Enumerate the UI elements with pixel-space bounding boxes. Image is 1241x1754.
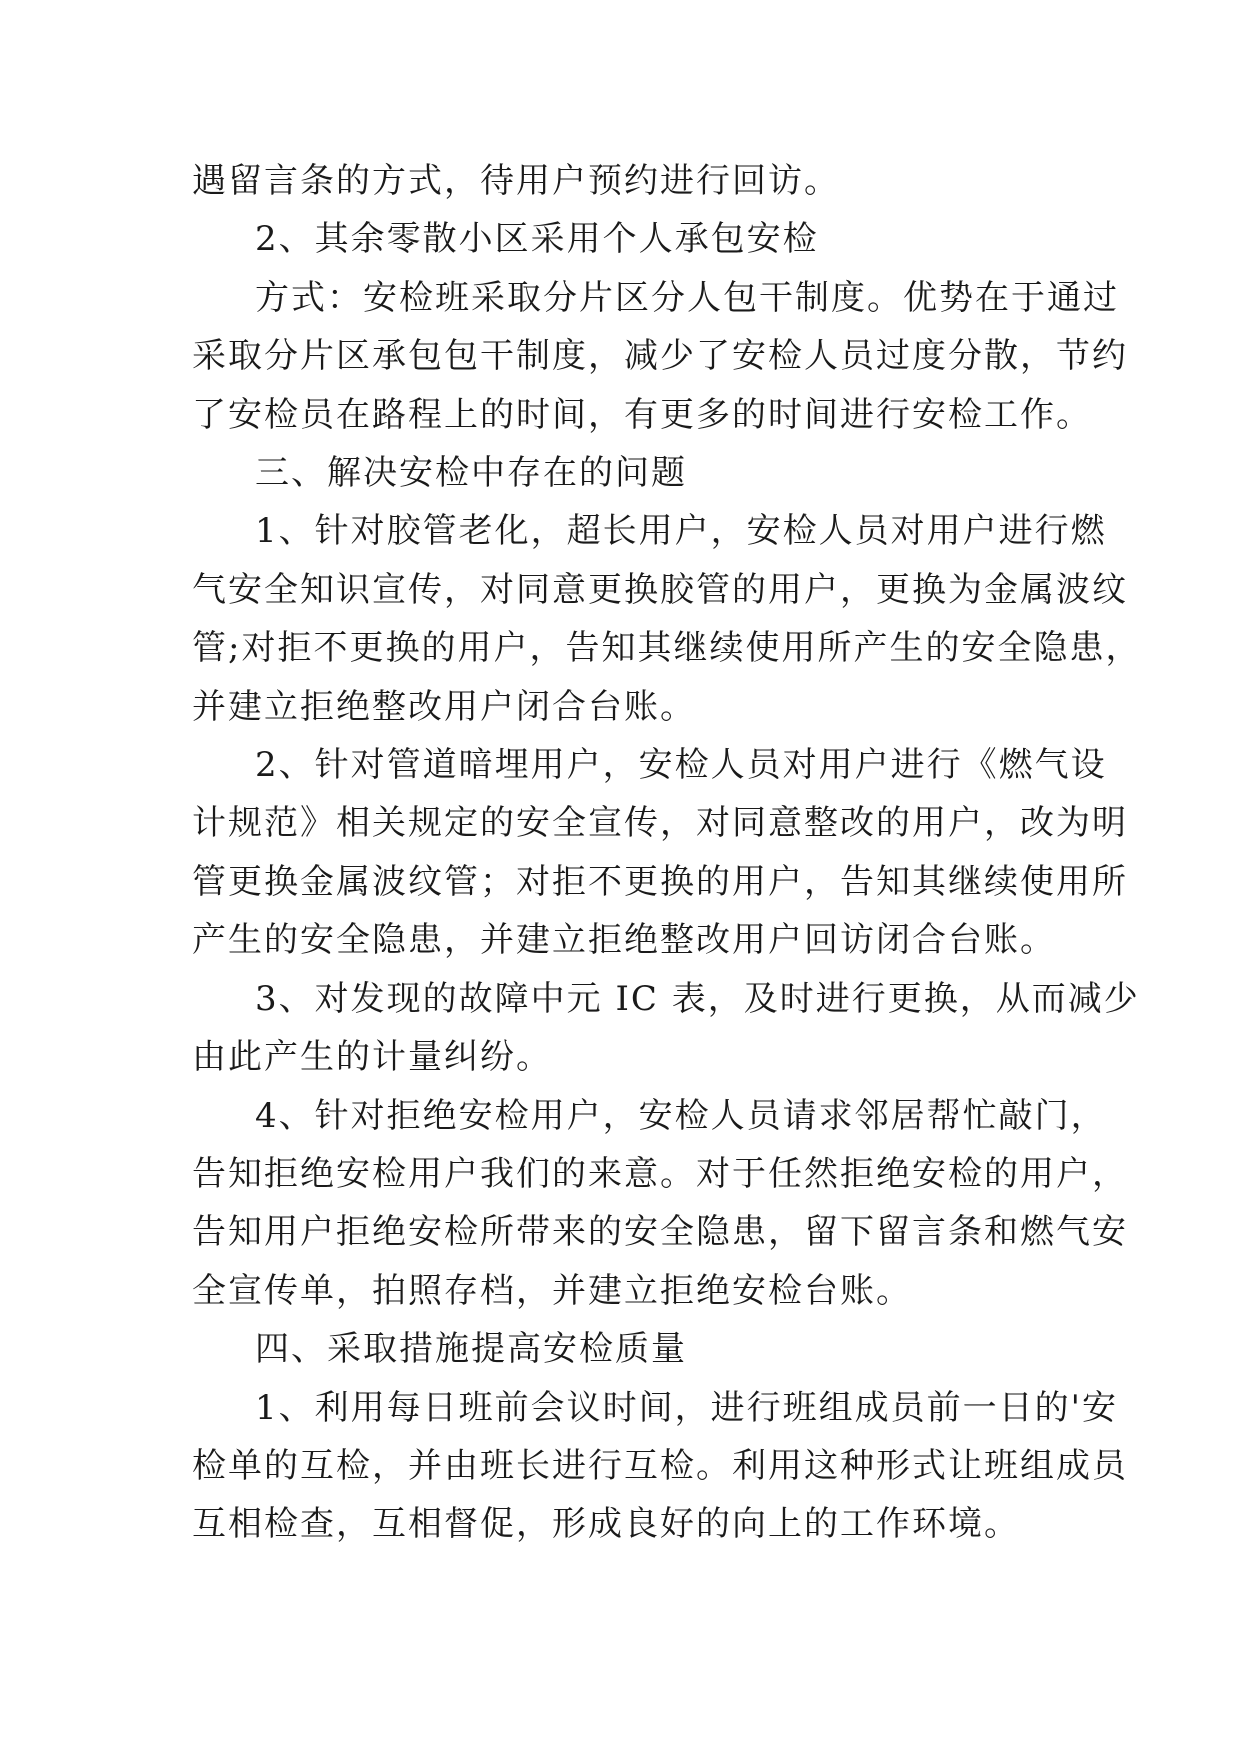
text-line: 告知拒绝安检用户我们的来意。对于任然拒绝安检的用户，	[192, 1153, 1128, 1194]
text-line: 并建立拒绝整改用户闭合台账。	[192, 686, 696, 727]
text-line: 计规范》相关规定的安全宣传，对同意整改的用户，改为明	[192, 803, 1128, 844]
text-line: 产生的安全隐患，并建立拒绝整改用户回访闭合台账。	[192, 920, 1056, 961]
text-line: 方式：安检班采取分片区分人包干制度。优势在于通过	[255, 277, 1119, 318]
text-line: 2、针对管道暗埋用户，安检人员对用户进行《燃气设	[255, 745, 1107, 786]
section-heading: 2、其余零散小区采用个人承包安检	[255, 219, 819, 260]
text-line: 气安全知识宣传，对同意更换胶管的用户，更换为金属波纹	[192, 569, 1128, 610]
document-body	[192, 152, 1142, 1554]
text-line: 遇留言条的方式，待用户预约进行回访。	[192, 161, 840, 201]
text-line: 告知用户拒绝安检所带来的安全隐患，留下留言条和燃气安	[192, 1212, 1128, 1253]
text-line: 由此产生的计量纠纷。	[192, 1037, 552, 1078]
section-heading: 四、采取措施提高安检质量	[255, 1329, 687, 1370]
text-line: 管;对拒不更换的用户，告知其继续使用所产生的安全隐患，	[192, 628, 1142, 669]
text-line: 检单的互检，并由班长进行互检。利用这种形式让班组成员	[192, 1445, 1128, 1486]
text-line: 了安检员在路程上的时间，有更多的时间进行安检工作。	[192, 394, 1092, 435]
text-line: 1、针对胶管老化，超长用户，安检人员对用户进行燃	[255, 511, 1107, 552]
text-line: 管更换金属波纹管；对拒不更换的用户，告知其继续使用所	[192, 861, 1128, 902]
text-line: 1、利用每日班前会议时间，进行班组成员前一日的'安	[255, 1387, 1118, 1428]
text-line: 采取分片区承包包干制度，减少了安检人员过度分散，节约	[192, 336, 1128, 377]
text-line: 全宣传单，拍照存档，并建立拒绝安检台账。	[192, 1270, 912, 1311]
text-line: 3、对发现的故障中元 IC 表，及时进行更换，从而减少	[255, 978, 1140, 1019]
text-line: 4、针对拒绝安检用户，安检人员请求邻居帮忙敲门，	[255, 1095, 1107, 1136]
text-line: 互相检查，互相督促，形成良好的向上的工作环境。	[192, 1504, 1020, 1545]
section-heading: 三、解决安检中存在的问题	[255, 453, 687, 494]
